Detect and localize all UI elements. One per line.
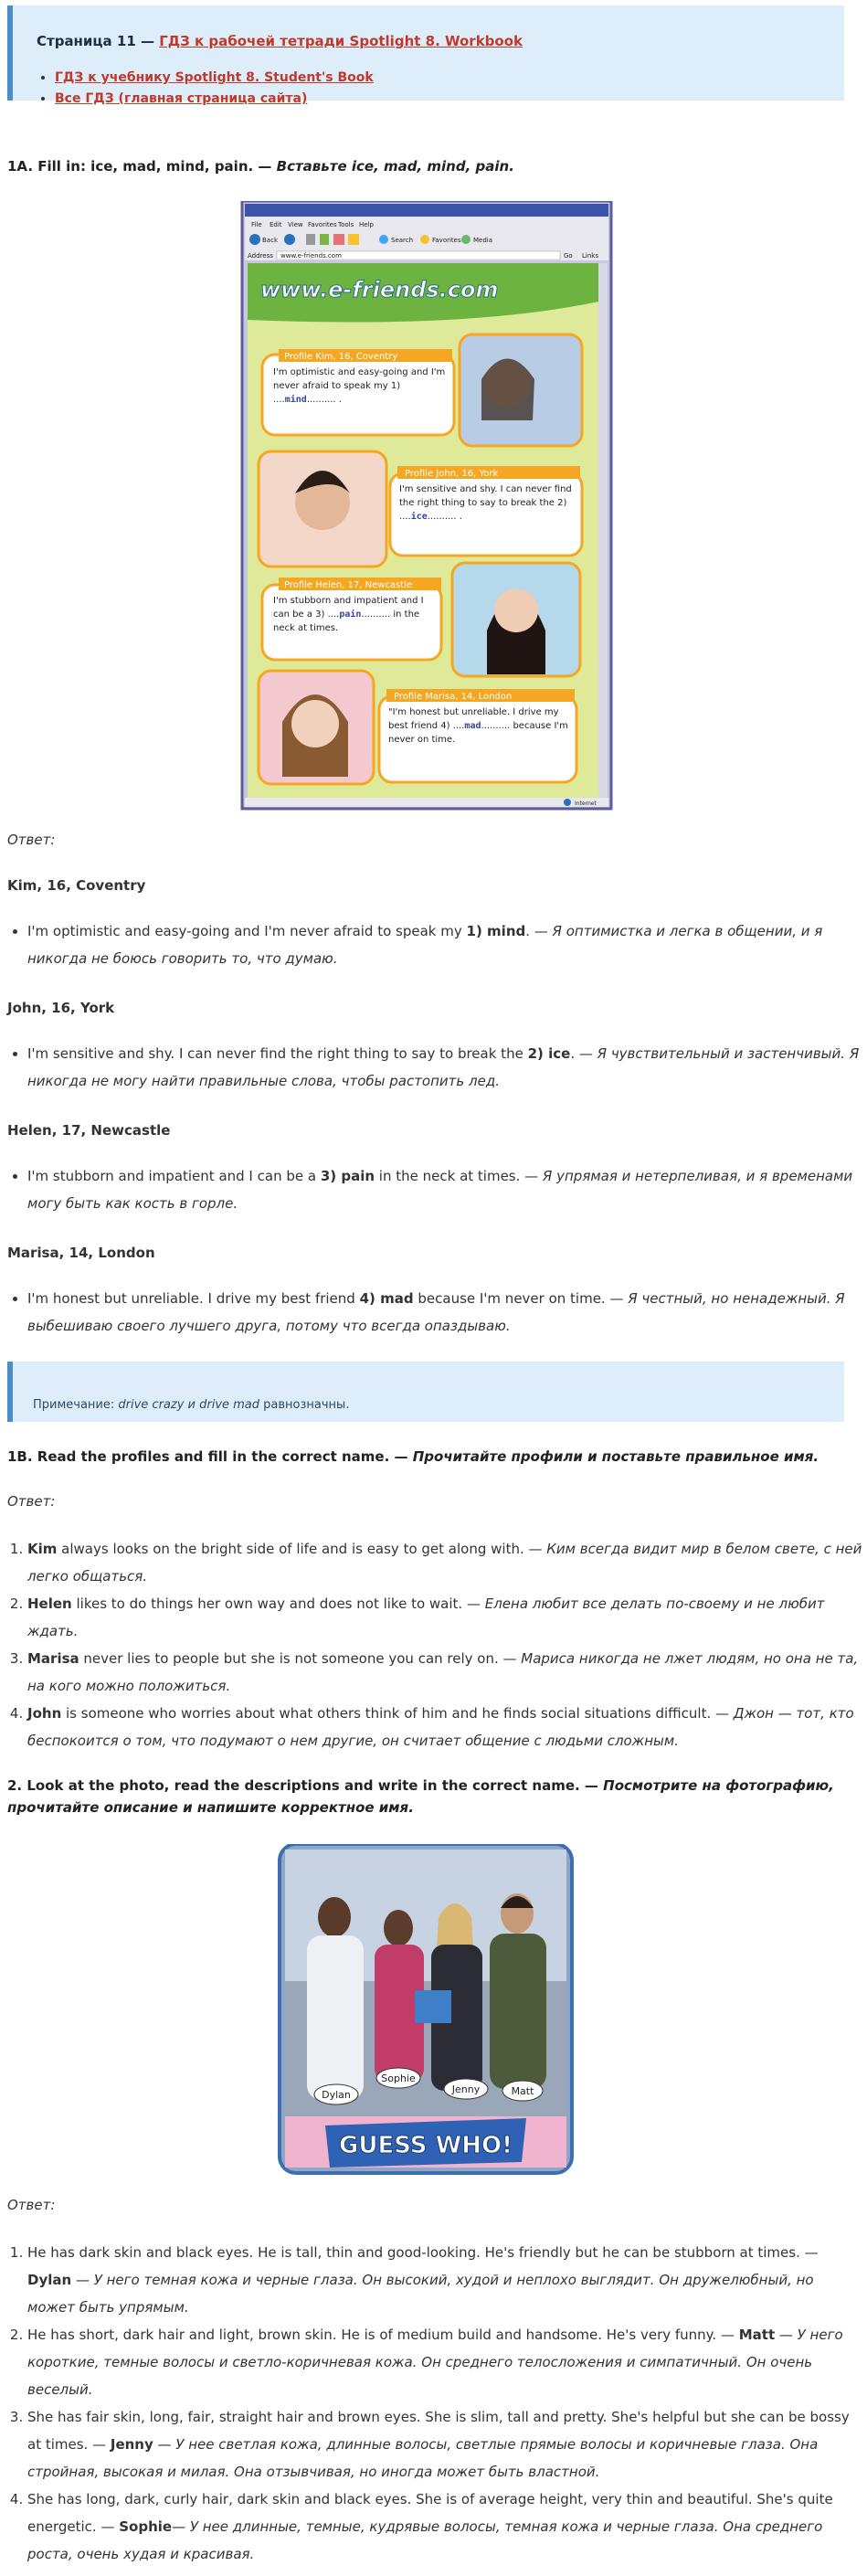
back-icon (249, 234, 260, 245)
menu-tools: Tools (338, 221, 354, 228)
note-suffix: равнозначны. (259, 1398, 350, 1412)
ex1a-item (7, 917, 864, 972)
ex1b-answer-label: Ответ: (7, 1493, 56, 1510)
forward-icon (284, 234, 295, 245)
jenny-folder (415, 1990, 451, 2023)
tag-sophie: Sophie (381, 2072, 416, 2084)
menu-help: Help (359, 221, 374, 228)
tag-dylan: Dylan (322, 2089, 351, 2101)
page-label: Страница 11 — (37, 33, 160, 49)
content (7, 5, 862, 2562)
matt-body (490, 1934, 546, 2089)
ex1a-item (7, 1040, 864, 1095)
profile-text: I'm sensitive and shy. I can never find the right thing to say to break the 2) ....ice.......... . (399, 484, 572, 522)
profile-text: I'm optimistic and easy-going and I'm never afraid to speak my 1) ....mind.......... . (273, 367, 446, 405)
ex1a-name: John, 16, York (7, 1000, 115, 1016)
ex1a-sentence: • I'm stubborn and impatient and I can be a 3) pain in the neck at times. — Я упрямая и нетерпеливая, и я временами могу быть как кость в горле. (27, 1162, 864, 1217)
profile-header: Profile Kim, 16, Coventry (284, 352, 398, 362)
ex1a-answer-label: Ответ: (7, 832, 56, 848)
scrollbar[interactable] (598, 263, 608, 802)
banner-links (37, 68, 822, 110)
workbook-link[interactable]: ГДЗ к рабочей тетради Spotlight 8. Workbook (159, 33, 523, 49)
ex2-list (7, 2239, 864, 2568)
caption-text: GUESS WHO! (339, 2132, 513, 2159)
profile-text: "I'm honest but unreliable. I drive my best friend 4) ....mad.......... because I'm never on time. (388, 707, 568, 745)
stop-icon (306, 234, 315, 245)
ex1b-item: 1. Kim always looks on the bright side of life and is easy to get along with. — Ким всегда видит мир в белом свете, с ней легко общаться. (27, 1535, 864, 1590)
banner-link-item (55, 68, 822, 89)
ex1b-item: 3. Marisa never lies to people but she is not someone you can rely on. — Мариса никогда не лжет людям, но она не та, на кого можно положиться. (27, 1645, 864, 1700)
banner-link-item (55, 89, 822, 110)
ex1b-list (7, 1535, 864, 1754)
links-label: Links (582, 252, 598, 260)
menu-edit: Edit (270, 221, 282, 228)
media-label: Media (473, 237, 493, 244)
ex2-item: 1. He has dark skin and black eyes. He is tall, thin and good-looking. He's friendly but he can be stubborn at times. — Dylan — У него темная кожа и черные глаза. Он высокий, худой и неплохо выглядит. Он дружелюбный, но может быть упрямым. (27, 2239, 864, 2321)
profile-header: Profile Marisa, 14, London (394, 692, 513, 702)
nav-banner (7, 5, 844, 106)
menu-view: View (288, 221, 303, 228)
note-box (7, 1362, 844, 1422)
tag-jenny: Jenny (451, 2083, 481, 2095)
go-button[interactable]: Go (564, 252, 573, 260)
dylan-body (307, 1935, 364, 2100)
ex1a-name: Helen, 17, Newcastle (7, 1122, 171, 1139)
address-label: Address (248, 252, 273, 260)
students-book-link[interactable]: ГДЗ к учебнику Spotlight 8. Student's Book (55, 70, 374, 85)
ex1a-name: Kim, 16, Coventry (7, 877, 146, 894)
helen-face (494, 588, 538, 632)
history-icon (348, 234, 359, 245)
back-label: Back (262, 237, 278, 244)
ex1a-item (7, 1162, 864, 1217)
ex1a-name: Marisa, 14, London (7, 1245, 155, 1261)
home-link[interactable]: Все ГДЗ (главная страница сайта) (55, 91, 308, 106)
ex2-item: 4. She has long, dark, curly hair, dark skin and black eyes. She is of average height, very thin and beautiful. She's quite energetic. — Sophie— У нее длинные, темные, кудрявые волосы, темная кожа и черные глаза. Она среднего роста, очень худая и красивая. (27, 2486, 864, 2568)
ex1b-item: 2. Helen likes to do things her own way and does not like to wait. — Елена любит все делать по-своему и не любит ждать. (27, 1590, 864, 1645)
sophie-head (384, 1910, 413, 1946)
browser-titlebar (245, 204, 608, 217)
home-icon (333, 234, 344, 245)
ex1a-item (7, 1285, 864, 1340)
browser-illustration (7, 201, 844, 813)
profile-header: Profile Helen, 17, Newcastle (284, 580, 413, 590)
ex1a-heading (7, 155, 844, 177)
ex2-answer-label: Ответ: (7, 2197, 56, 2213)
search-label: Search (391, 237, 414, 244)
ex1a-sentence: • I'm optimistic and easy-going and I'm never afraid to speak my 1) mind. — Я оптимистка и легка в общении, и я никогда не боюсь говорить то, что думаю. (27, 917, 864, 972)
status-bar (245, 798, 608, 807)
dylan-head (318, 1897, 351, 1937)
ex2-item: 3. She has fair skin, long, fair, straight hair and brown eyes. She is slim, tall and pretty. She's helpful but she can be bossy at times. — Jenny — У нее светлая кожа, длинные волосы, светлые прямые волосы и коричневые глаза. Она стройная, высокая и милая. Она отзывчивая, но иногда может быть властной. (27, 2403, 864, 2486)
ex2-item: 2. He has short, dark hair and light, brown skin. He is of medium build and handsome. He's very funny. — Matt — У него короткие, темные волосы и светло-коричневая кожа. Он среднего телосложения и симпатичный. Он очень веселый. (27, 2321, 864, 2403)
globe-icon (564, 799, 571, 806)
media-icon (461, 235, 471, 244)
profile-text: I'm stubborn and impatient and I can be a 3) ....pain.......... in the neck at times. (273, 596, 424, 633)
ex1a-heading-ru: Вставьте ice, mad, mind, pain. (276, 158, 514, 175)
refresh-icon (320, 234, 329, 245)
marisa-face (291, 700, 339, 747)
menu-favorites: Favorites (308, 221, 337, 228)
status-text: Internet (575, 800, 597, 807)
page-title (37, 33, 822, 49)
guess-who-photo (7, 1844, 844, 2182)
note-italic: drive crazy и drive mad (118, 1398, 260, 1412)
ex1b-item: 4. John is someone who worries about what others think of him and he finds social situations difficult. — Джон — тот, кто беспокоится о том, что подумают о нем другие, он считает общение с людьми сложным. (27, 1700, 864, 1754)
ex2-heading: 2. Look at the photo, read the descriptions and write in the correct name. — Посмотрите на фотографию, прочитайте описание и напишите корректное имя. (7, 1777, 834, 1816)
address-value: www.e-friends.com (280, 252, 342, 260)
site-title: www.e-friends.com (260, 277, 499, 302)
profile-header: Profile John, 16, York (405, 469, 499, 479)
ex1a-heading-en: 1A. Fill in: ice, mad, mind, pain. — (7, 158, 277, 175)
search-icon (379, 235, 388, 244)
ex1a-sentence: • I'm sensitive and shy. I can never find the right thing to say to break the 2) ice. — Я чувствительный и застенчивый. Я никогда не могу найти правильные слова, чтобы растопить лед. (27, 1040, 864, 1095)
menu-file: File (251, 221, 262, 228)
favorites-label: Favorites (432, 237, 461, 244)
favorites-icon (420, 235, 429, 244)
tag-matt: Matt (511, 2085, 534, 2097)
ex1a-sentence: • I'm honest but unreliable. I drive my best friend 4) mad because I'm never on time. — Я честный, но ненадежный. Я выбешиваю своего лучшего друга, потому что всегда опаздываю. (27, 1285, 864, 1340)
ex1b-heading: 1B. Read the profiles and fill in the correct name. — Прочитайте профили и поставьте правильное имя. (7, 1448, 819, 1465)
note-prefix: Примечание: (33, 1398, 119, 1412)
